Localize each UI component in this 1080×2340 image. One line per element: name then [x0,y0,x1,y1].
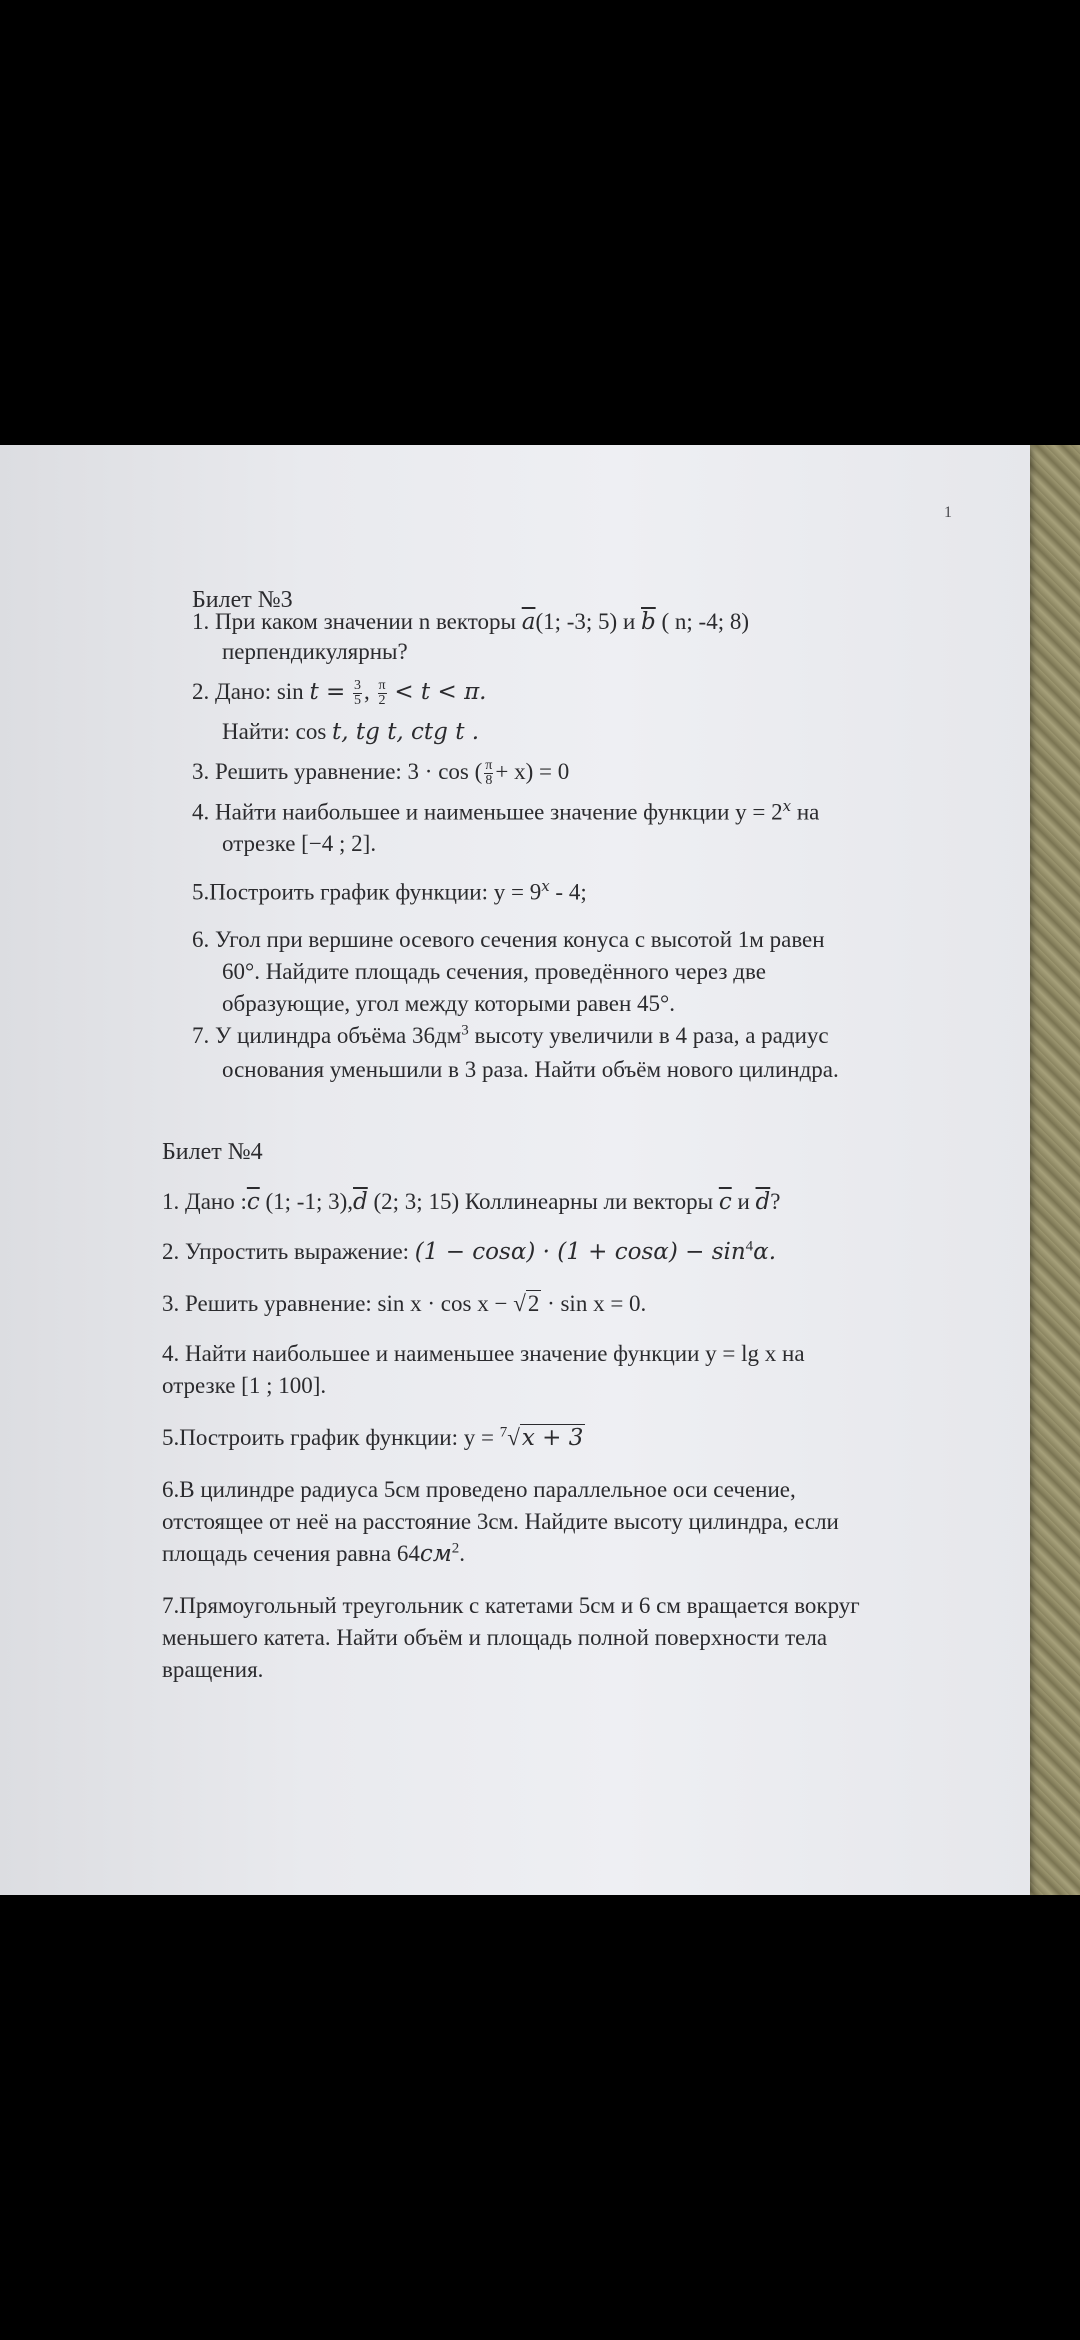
fraction: $\frac{3}{5}$ [354,677,362,709]
ticket-3-question-6-line-2: 60°. Найдите площадь сечения, проведённого через две [222,959,766,984]
ticket-4-question-7: 7.Прямоугольный треугольник с катетами 5см и 6 см вращается вокруг [162,1593,860,1618]
ticket-3-title: Билет №3 [192,587,293,613]
ticket-3-question-4: 4. Найти наибольшее и наименьшее значение функции $y = 2^x$ на [192,797,820,825]
paper-sheet [0,445,1030,1895]
ticket-3-question-2: 2. Дано: sin t = $\frac{3}{5}$ , $\frac{\pi}{2}$ < t < π. [192,677,487,709]
ticket-4-question-6: 6.В цилиндре радиуса 5см проведено параллельное оси сечение, [162,1477,796,1502]
page-number: 1 [944,504,952,521]
ticket-4-question-4: 4. Найти наибольшее и наименьшее значение функции y = lg x на [162,1341,805,1366]
ticket-3-question-7: 7. У цилиндра объёма $36дм^3$ высоту увеличили в 4 раза, а радиус [192,1022,829,1048]
ticket-3-question-3: 3. Решить уравнение: 3 · cos ( $\frac{\pi}{8}$ + x) = 0 [192,757,570,789]
ticket-4-question-6-line-3: площадь сечения равна $64см^2$. [162,1540,466,1567]
ticket-3-question-1: 1. При каком значении n векторы $\overline{a}(1$; -3; 5) и $\overline{b}$ ( n; -4; 8) [192,609,750,635]
ticket-4-question-3: 3. Решить уравнение: sin x · cos x − √2 · sin x = 0. [162,1291,647,1316]
ticket-3-question-6-line-3: образующие, угол между которыми равен 45°. [222,991,675,1016]
ticket-4-question-2: 2. Упростить выражение: $(1 - \cos\alpha) \cdot (1 + \cos\alpha) - \sin^4\alpha$. [162,1238,777,1265]
document-photo [0,445,1080,1895]
fraction: $\frac{\pi}{8}$ [485,757,493,789]
ticket-4-question-1: 1. Дано $:\overline{c}$ (1; -1; $3),\overline{d}$ (2; 3; 15) Коллинеарны ли векторы $\overline{c}$ и $\overline{d}$? [162,1189,781,1215]
ticket-4-title: Билет №4 [162,1139,263,1165]
fraction: $\frac{\pi}{2}$ [378,677,386,709]
ticket-3-question-6: 6. Угол при вершине осевого сечения конуса с высотой 1м равен [192,927,825,952]
ticket-4-question-7-line-2: меньшего катета. Найти объём и площадь полной поверхности тела [162,1625,828,1650]
ticket-3-question-1-cont: перпендикулярны? [222,639,408,664]
ticket-3-question-7-cont: основания уменьшили в 3 раза. Найти объём нового цилиндра. [222,1057,839,1082]
ticket-3-question-4-cont: отрезке [−4 ; 2]. [222,831,377,856]
ticket-4-question-5: 5.Построить график функции: y = $^7$√x + 3 [162,1424,584,1451]
ticket-4-question-4-cont: отрезке [1 ; 100]. [162,1373,327,1398]
ticket-4-question-7-line-3: вращения. [162,1657,264,1682]
ticket-3-question-5: 5.Построить график функции: $y = 9^x - 4$; [192,877,587,905]
ticket-3-question-2-find: Найти: cos t, tg t, ctg t . [222,719,480,745]
ticket-4-question-6-line-2: отстоящее от неё на расстояние 3см. Найдите высоту цилиндра, если [162,1509,839,1534]
